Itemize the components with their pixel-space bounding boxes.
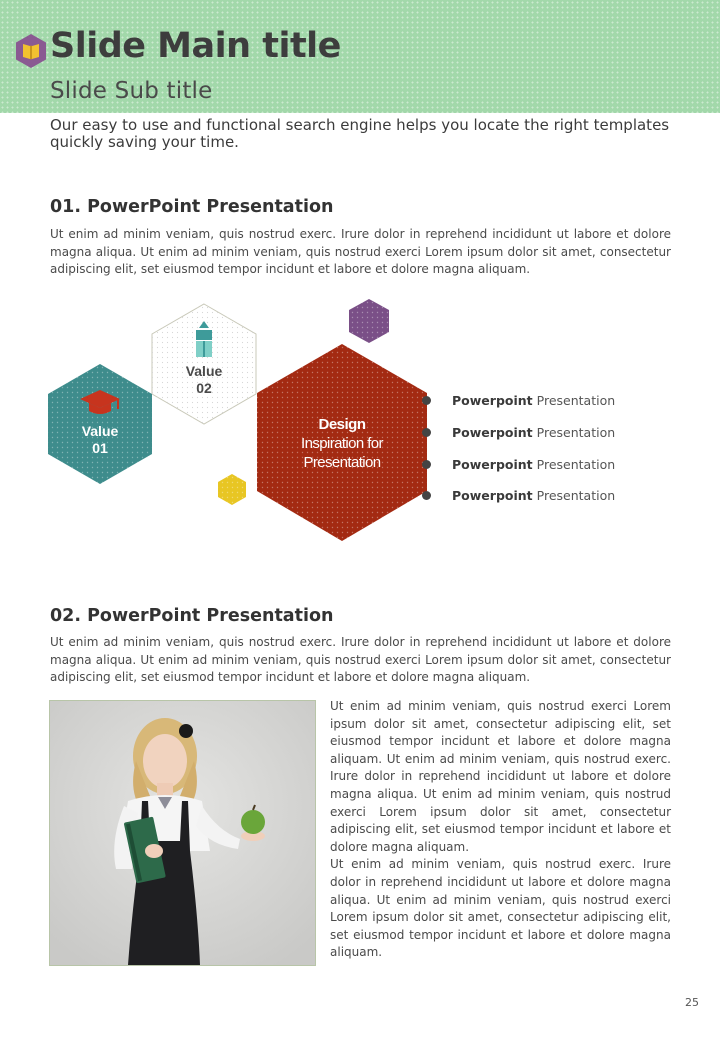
value-01-number: 01 bbox=[92, 440, 108, 456]
feature-text: Presentation bbox=[536, 456, 616, 472]
feature-bold: Powerpoint bbox=[452, 425, 533, 441]
design-line3: Presentation bbox=[303, 454, 381, 471]
section1-body: Ut enim ad minim veniam, quis nostrud exerc. Irure dolor in reprehend incididunt ut labore et dolore magna aliqua. Ut enim ad minim veniam, quis nostrud exerci Lorem ipsum dolor sit amet, consectetur adipiscing elit, set eiusmod tempor incidunt et labore et dolore magna aliquam. bbox=[50, 227, 671, 276]
book-hexagon-icon bbox=[14, 33, 48, 69]
header-band bbox=[0, 0, 720, 113]
side-paragraph-1: Ut enim ad minim veniam, quis nostrud exerci Lorem ipsum dolor sit amet, consectetur adipiscing elit, set eiusmod tempor incidunt et labore et dolore magna aliquam. Ut enim ad minim veniam, quis nostrud exerc. Irure dolor in reprehend incididunt ut labore et dolore magna aliqua. Ut enim ad minim veniam, quis nostrud exerci Lorem ipsum dolor sit amet, consectetur adipiscing elit, set eiusmod tempor incidunt et labore et dolore magna aliquam. bbox=[330, 699, 671, 854]
bullet-dot-icon bbox=[422, 491, 431, 500]
small-purple-hexagon bbox=[349, 299, 389, 343]
feature-item bbox=[422, 448, 662, 480]
design-line2: Inspiration for bbox=[301, 435, 383, 452]
section1-heading: 01. PowerPoint Presentation bbox=[50, 197, 334, 217]
side-paragraph-2: Ut enim ad minim veniam, quis nostrud exerc. Irure dolor in reprehend incididunt ut labore et dolore magna aliqua. Ut enim ad minim veniam, quis nostrud exerci Lorem ipsum dolor sit amet, consectetur adipiscing elit, set eiusmod tempor incidunt et labore et dolore magna aliquam. bbox=[330, 857, 671, 960]
feature-text: Presentation bbox=[536, 393, 616, 409]
bullet-dot-icon bbox=[422, 396, 431, 405]
feature-bold: Powerpoint bbox=[452, 456, 533, 472]
student-photo bbox=[49, 700, 316, 966]
feature-text: Presentation bbox=[536, 425, 616, 441]
value-02-number: 02 bbox=[196, 380, 212, 396]
value-02-label: Value bbox=[185, 363, 223, 379]
value-01-label: Value bbox=[81, 423, 119, 439]
page-number: 25 bbox=[685, 996, 699, 1009]
feature-text: Presentation bbox=[536, 488, 616, 504]
section2-heading: 02. PowerPoint Presentation bbox=[50, 606, 334, 626]
small-yellow-hexagon bbox=[218, 474, 246, 505]
section2-side-text bbox=[330, 698, 671, 962]
intro-text: Our easy to use and functional search engine helps you locate the right templates quickly saving your time. bbox=[50, 116, 670, 151]
feature-item bbox=[422, 417, 662, 449]
feature-bold: Powerpoint bbox=[452, 393, 533, 409]
girl-with-apple-illustration bbox=[50, 701, 315, 965]
feature-bold: Powerpoint bbox=[452, 488, 533, 504]
page-subtitle: Slide Sub title bbox=[50, 78, 213, 104]
bullet-dot-icon bbox=[422, 428, 431, 437]
page-title: Slide Main title bbox=[50, 26, 341, 66]
feature-item bbox=[422, 385, 662, 417]
bullet-dot-icon bbox=[422, 460, 431, 469]
design-title: Design bbox=[318, 416, 366, 433]
feature-item bbox=[422, 480, 662, 512]
feature-list bbox=[422, 385, 662, 512]
section2-body: Ut enim ad minim veniam, quis nostrud exerc. Irure dolor in reprehend incididunt ut labore et dolore magna aliqua. Ut enim ad minim veniam, quis nostrud exerci Lorem ipsum dolor sit amet, consectetur adipiscing elit, set eiusmod tempor incidunt et labore et dolore magna aliquam. bbox=[50, 635, 671, 684]
